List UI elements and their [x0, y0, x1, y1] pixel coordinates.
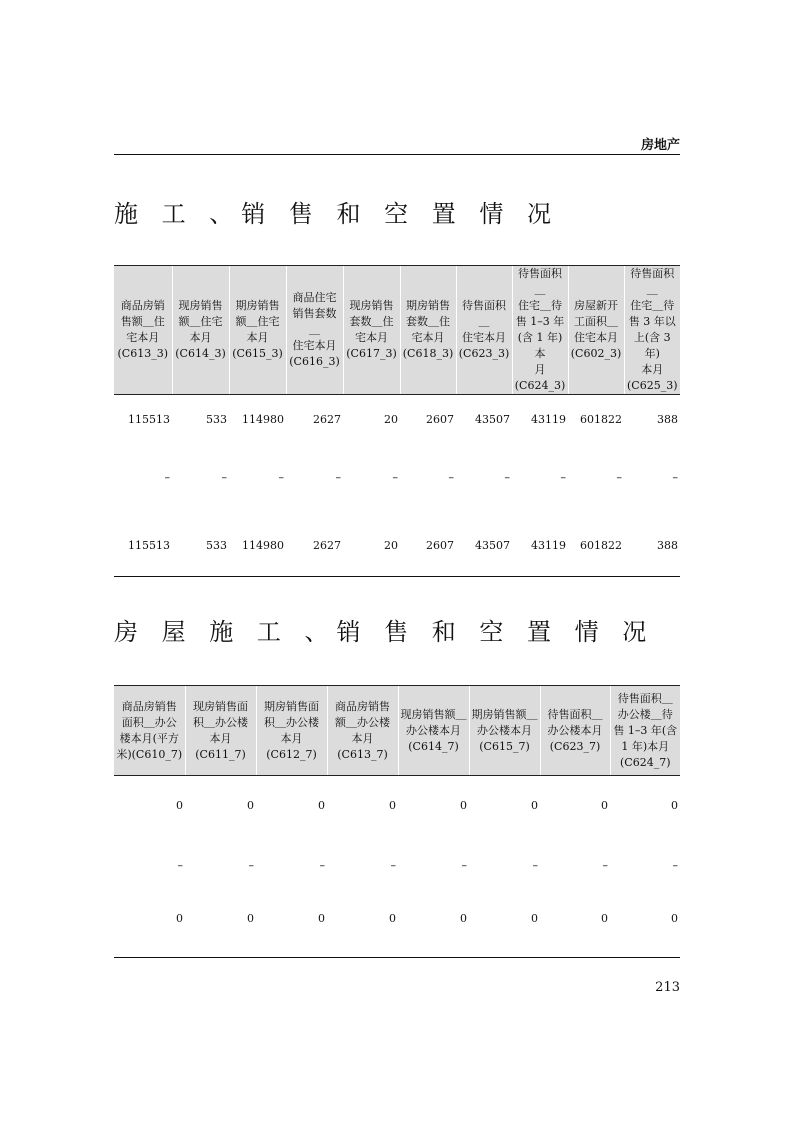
- table-cell: –: [672, 471, 678, 484]
- column-header-line: 本月: [641, 363, 664, 376]
- column-header-line: 套数＿住: [406, 315, 450, 328]
- column-header-line: 待售面积＿: [630, 267, 675, 296]
- column-header-line: 办公楼本月: [406, 723, 461, 737]
- column-header-line: 现房销售额＿: [400, 707, 467, 721]
- table-cell: 2607: [426, 413, 454, 427]
- column-header: [398, 686, 469, 776]
- column-header-line: 现房销售: [178, 299, 223, 312]
- column-header: [456, 266, 512, 395]
- table-cell: 2607: [400, 511, 456, 577]
- column-header-line: 1 年)本月: [621, 739, 670, 753]
- table-cell: –: [532, 859, 538, 872]
- column-header: [256, 686, 327, 776]
- column-header-line: 售 1–3 年: [515, 315, 565, 328]
- column-header: [185, 686, 256, 776]
- table-cell: 0: [247, 799, 254, 813]
- running-head: [114, 130, 680, 155]
- table-cell: 0: [327, 896, 398, 958]
- table-cell: 0: [398, 896, 469, 958]
- table-cell: 43119: [512, 511, 568, 577]
- column-header-line: 额＿办公楼: [335, 715, 390, 729]
- column-header-line: 办公楼本月: [477, 723, 532, 737]
- table-cell: –: [504, 471, 510, 484]
- table-cell: –: [335, 471, 341, 484]
- table-cell: –: [560, 471, 566, 484]
- column-header-line: 上(含 3 年): [633, 331, 671, 360]
- column-header-line: 月(C624_3): [514, 363, 566, 392]
- column-header-line: 售 3 年以: [628, 315, 676, 328]
- column-header: [540, 686, 610, 776]
- column-header: [469, 686, 540, 776]
- column-header-line: 额＿住宅: [235, 315, 280, 328]
- section-title-construction-sales-vacancy: 施 工 、销 售 和 空 置 情 况: [114, 200, 560, 228]
- column-header-line: 售 1–3 年(含: [613, 723, 678, 737]
- column-header-line: 本月(C612_7): [266, 731, 317, 761]
- page-number: 213: [655, 980, 680, 995]
- column-header-line: 售额＿住: [120, 315, 165, 328]
- column-header: [286, 266, 343, 395]
- table-cell: 0: [460, 799, 467, 813]
- table-cell: 601822: [580, 413, 622, 427]
- table-header-row: [114, 686, 680, 776]
- table-cell: 533: [172, 511, 229, 577]
- column-header-line: (C602_3): [570, 347, 622, 360]
- table-cell: 20: [384, 413, 398, 427]
- table-cell: –: [392, 471, 398, 484]
- column-header-line: (C615_7): [479, 739, 530, 753]
- table-cell: –: [448, 471, 454, 484]
- table-cell: 115513: [128, 413, 170, 427]
- column-header: [624, 266, 680, 395]
- column-header-line: 商品房销售: [121, 699, 177, 713]
- table-row: [114, 395, 680, 445]
- running-head-label: 房地产: [640, 138, 680, 153]
- column-header-line: (C614_7): [408, 739, 459, 753]
- column-header: [343, 266, 400, 395]
- column-header-line: 待售面积＿: [518, 267, 562, 296]
- table-cell: 0: [318, 799, 325, 813]
- column-header-line: 楼本月(平方: [119, 731, 179, 745]
- column-header-line: (C614_3): [175, 347, 226, 360]
- column-header-line: 本月: [246, 331, 269, 344]
- column-header: [568, 266, 624, 395]
- column-header-line: 商品房销售: [335, 699, 390, 713]
- table-cell: –: [177, 859, 183, 872]
- table-cell: –: [616, 471, 622, 484]
- table-header-row: [114, 266, 680, 395]
- column-header-line: (C625_3): [627, 379, 678, 392]
- table-row: [114, 511, 680, 577]
- table-cell: 533: [206, 413, 227, 427]
- column-header-line: 期房销售: [406, 299, 450, 312]
- column-header-line: 待售面积＿: [547, 707, 603, 721]
- column-header-line: 本月: [189, 331, 212, 344]
- column-header: [610, 686, 680, 776]
- column-header-line: (C613_3): [117, 347, 168, 360]
- column-header-line: 住宅＿待: [630, 299, 675, 312]
- table-cell: –: [248, 859, 254, 872]
- column-header-line: 期房销售: [235, 299, 280, 312]
- table-cell: 20: [343, 511, 400, 577]
- column-header-line: (C616_3): [289, 355, 340, 368]
- column-header-line: 住宅本月: [574, 331, 618, 344]
- column-header: [114, 266, 172, 395]
- table-cell: –: [278, 471, 284, 484]
- column-header: [327, 686, 398, 776]
- table-cell: 0: [540, 896, 610, 958]
- column-header-line: 待售面积＿: [462, 299, 506, 328]
- column-header-line: 办公楼本月: [547, 723, 603, 737]
- table-cell: 0: [531, 799, 538, 813]
- table-cell: 0: [469, 896, 540, 958]
- column-header-line: 办公楼＿待: [617, 707, 673, 721]
- column-header-line: 现房销售面: [193, 699, 248, 713]
- column-header-line: 住宅本月: [292, 339, 337, 352]
- residential-table: [114, 265, 680, 577]
- column-header-line: (C623_7): [549, 739, 601, 753]
- column-header-line: (C623_3): [458, 347, 510, 360]
- column-header-line: 套数＿住: [349, 315, 394, 328]
- table-cell: –: [164, 471, 170, 484]
- table-cell: 0: [114, 896, 185, 958]
- table-cell: 114980: [242, 413, 284, 427]
- column-header-line: 现房销售: [349, 299, 394, 312]
- column-header-line: 销售套数＿: [292, 307, 337, 336]
- table-row: [114, 776, 680, 836]
- table-cell: –: [602, 859, 608, 872]
- column-header-line: 住宅本月: [462, 331, 506, 344]
- column-header-line: 额＿住宅: [178, 315, 223, 328]
- table-cell: 388: [624, 511, 680, 577]
- table-row: [114, 836, 680, 896]
- column-header-line: 期房销售额＿: [471, 707, 538, 721]
- table-cell: 0: [671, 799, 678, 813]
- column-header-line: 积＿办公楼: [264, 715, 319, 729]
- table-cell: –: [461, 859, 467, 872]
- table-cell: 115513: [114, 511, 172, 577]
- table-cell: 0: [256, 896, 327, 958]
- column-header-line: 宅本月: [411, 331, 445, 344]
- table-cell: 601822: [568, 511, 624, 577]
- column-header-line: 宅本月: [355, 331, 388, 344]
- table-cell: –: [221, 471, 227, 484]
- column-header-line: 住宅＿待: [518, 299, 562, 312]
- column-header-line: 期房销售面: [264, 699, 319, 713]
- table-cell: 43507: [456, 511, 512, 577]
- section-title-building-construction-sales-vacancy: 房 屋 施 工 、销 售 和 空 置 情 况: [114, 618, 655, 646]
- column-header-line: 本月(C611_7): [195, 731, 246, 761]
- table-cell: 114980: [229, 511, 286, 577]
- column-header: [114, 686, 185, 776]
- table-cell: –: [672, 859, 678, 872]
- column-header: [512, 266, 568, 395]
- table-cell: 43119: [531, 413, 566, 427]
- column-header-line: (C617_3): [346, 347, 397, 360]
- column-header-line: 本月(C613_7): [337, 731, 388, 761]
- table-cell: 0: [389, 799, 396, 813]
- column-header-line: 面积＿办公: [121, 715, 177, 729]
- column-header: [172, 266, 229, 395]
- table-cell: 43507: [475, 413, 510, 427]
- column-header-line: 待售面积＿: [617, 691, 673, 705]
- column-header-line: (C615_3): [232, 347, 283, 360]
- table-cell: 0: [610, 896, 680, 958]
- table-cell: 2627: [286, 511, 343, 577]
- table-cell: 388: [657, 413, 678, 427]
- table-row: [114, 445, 680, 511]
- column-header-line: 工面积＿: [574, 315, 618, 328]
- table-cell: 2627: [313, 413, 341, 427]
- column-header-line: (C624_7): [620, 755, 671, 769]
- column-header-line: 商品住宅: [292, 291, 337, 304]
- column-header-line: 宅本月: [126, 331, 160, 344]
- table-cell: 0: [601, 799, 608, 813]
- column-header-line: 房屋新开: [574, 299, 618, 312]
- column-header: [400, 266, 456, 395]
- column-header: [229, 266, 286, 395]
- table-cell: 0: [176, 799, 183, 813]
- column-header-line: (含 1 年)本: [517, 331, 563, 360]
- column-header-line: (C618_3): [402, 347, 454, 360]
- table-cell: –: [390, 859, 396, 872]
- column-header-line: 积＿办公楼: [193, 715, 248, 729]
- column-header-line: 商品房销: [120, 299, 165, 312]
- table-row: [114, 896, 680, 958]
- office-table: [114, 685, 680, 958]
- column-header-line: 米)(C610_7): [116, 747, 183, 761]
- table-cell: –: [319, 859, 325, 872]
- table-cell: 0: [185, 896, 256, 958]
